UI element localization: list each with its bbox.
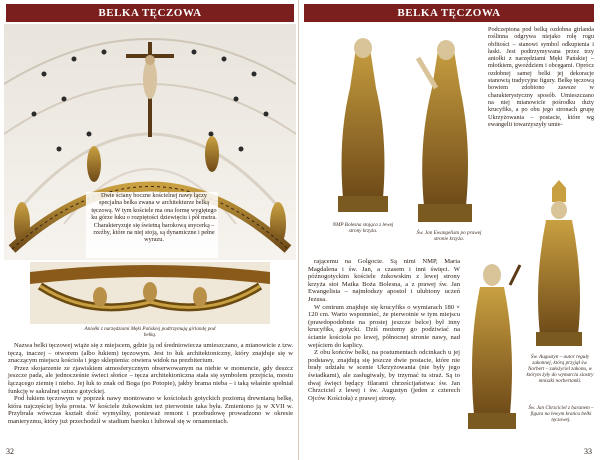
left-body-text: [8, 342, 293, 426]
left-page-header: BELKA TĘCZOWA: [6, 4, 294, 22]
left-paragraph: Przez skojarzenie ze zjawiskiem atmosferycznym obserwowanym na niebie w momencie, gdy deszcz jeszcze pada, ale jednocześnie świeci słońce – tęcza architektoniczna stała się symbolem przejścia, mostu łączącego ziemię i niebo. Jej łuk to znak od Boga (po Potopie), jakby brama nieba – i taką właśnie spełniał funkcję w sakralnej sztuce gotyckiej.: [8, 364, 293, 395]
garland-illustration: [30, 262, 270, 324]
left-page-number: 32: [6, 447, 14, 456]
john-caption: Św. Jan Ewangelista po prawej stronie krzyża.: [416, 230, 482, 242]
right-top-text: Podczepiona pod belką ozdobna girlanda roślinna odgrywa niejako rolę rogu obfitości – stanowi symbol odkupienia i łaski. Jest podtrzymywana przez trzy aniołki z narzędziami Męki Pańskiej – młotkiem, gwoździem i obcęgami. Oprócz ozdobnej samej belki jej dekoracje stanowią tradycyjne figury. Belkę tęczową bowiem zdobiono zawsze w charakterystyczny sposób. Umieszczano na niej mianowicie pośrodku duży krucyfiks, a po obu jego stronach grupę Ukrzyżowania – postacie, które wg ewangelii towarzyszyły umie-: [488, 26, 594, 128]
church-interior-photo: [4, 24, 296, 260]
baptist-statue-illustration: [460, 255, 525, 435]
baptist-caption: Św. Jan Chrzciciel z baranem – figura na lewym krańcu belki tęczowej.: [528, 405, 594, 423]
right-body-text: [308, 258, 460, 402]
garland-caption: Aniołki z narzędziami Męki Pańskiej podtrzymują girlandę pod belką.: [84, 326, 216, 338]
mary-statue-illustration: [328, 28, 398, 220]
augustine-statue-illustration: [522, 180, 596, 350]
photo-overlay-text: Dwie ściany boczne kościelnej nawy łączy specjalna belka zwana w architekturze belką tęczową. W tym kościele ma ona formę wygiętego ku górze łuku o rozpiętości dziewięciu i pół metra. Charakteryzuje się świetną barokową snycerką – rzeźby, które na niej stoją, są dynamiczne i pełne wyrazu.: [91, 192, 217, 244]
right-paragraph: W centrum znajduje się krucyfiks o wymiarach 180 × 120 cm. Warto wspomnieć, że pierwotnie w tym miejscu (prawdopodobnie na prostej jeszcze belce) był inny krucyfiks, gotycki. Dziś możemy go podziwiać na ścianie kościoła po lewej, północnej stronie nawy, nad wejściem do kaplicy.: [308, 303, 460, 349]
left-paragraph: Pod łukiem tęczowym w poprzek nawy montowano w kościołach gotyckich poziomą drewnianą belkę, która najczęściej była prosta. W kościele żukowskim też pierwotnie taka była. Zmieniono ją w XVII w. Przybrała wówczas kształt dość wymyślny, ponieważ remont i przebudowę prowadzono w okresie manieryzmu, który już przechodził w stadium baroku i lubował się w ornamentach.: [8, 395, 293, 425]
right-paragraph: Z obu końców belki, na postumentach odcinkach u jej podstawy, znajdują się jeszcze dwie postacie, które nie brały udziału w scenie Ukrzyżowania (nie były jego świadkami), ale zasługiwały, by trzymać tu straż. Są to dwaj święci będący filarami chrześcijaństwa: św. Jan Chrzciciel z lewej i św. Augustyn (jeden z czterech Ojców Kościoła) z prawej strony.: [308, 349, 460, 402]
mary-caption: NMP Bolesna stojąca z lewej strony krzyża.: [332, 222, 394, 234]
mary-statue-photo: [328, 28, 398, 220]
right-page-header: BELKA TĘCZOWA: [304, 4, 594, 22]
left-page: [0, 0, 299, 460]
john-evangelist-statue-photo: [408, 28, 483, 228]
baptist-statue-photo: [460, 255, 525, 435]
garland-detail-photo: [30, 262, 270, 324]
right-paragraph: rającemu na Golgocie. Są nimi NMP, Maria Magdalena i św. Jan, a czasem i inni święci. W późnogotyckim kościele żukowskim z lewej strony krzyża stoi Matka Boża Bolesna, a z prawej św. Jan Ewangelista – najmłodszy apostoł i ulubiony uczeń Jezusa.: [308, 258, 460, 303]
right-page-number: 33: [584, 447, 592, 456]
right-page: [300, 0, 600, 460]
john-statue-illustration: [408, 28, 483, 228]
left-paragraph: Nazwa belki tęczowej wiąże się z miejscem, gdzie ją od średniowiecza umieszczano, a mianowicie z tzw. tęczą, inaczej – otworem (albo łukiem) tęczowym. Jest to łuk architektoniczny, który znajduje się w znaczącym miejscu kościoła i jego sklepienia: otwiera widok na prezbiterium.: [8, 342, 293, 365]
augustine-caption: Św. Augustyn – autor reguły zakonnej, którą przyjął św. Norbert – założyciel zakonu, w którym żyły do wymarcia siostry mniszki norbertanki.: [526, 354, 594, 384]
augustine-statue-photo: [522, 180, 596, 350]
